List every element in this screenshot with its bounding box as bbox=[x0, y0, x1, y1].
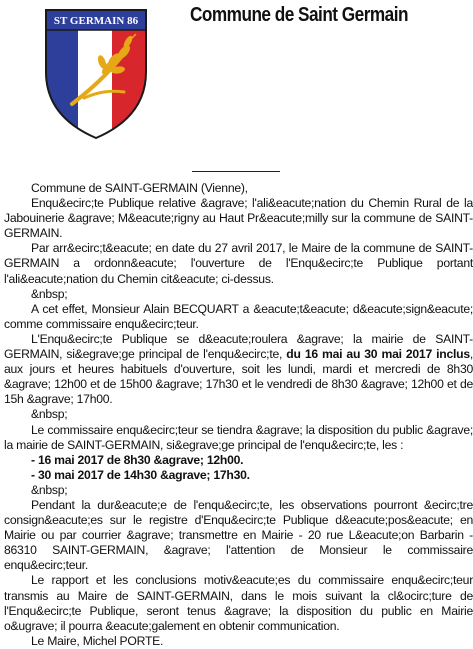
paragraph: &nbsp; bbox=[31, 407, 68, 422]
paragraph: Pendant la dur&eacute;e de l'enqu&ecirc;te, les observations pourront &ecirc;tre consign&eacute;es sur le registre d'Enqu&ecirc;te Publique d&eacute;pos&eacute; en Mairie ou par courrier &agrave; transmettre en Mairie - 20 rue L&eacute;on Barbarin - 86310 SAINT-GERMAIN, &agrave; l'attention de Monsieur le commissaire enqu&ecirc;teur. bbox=[4, 497, 473, 573]
bold-list-item bbox=[4, 468, 473, 483]
crest-banner-text: ST GERMAIN 86 bbox=[53, 15, 139, 27]
text-run: , aux jours et heures habituels d'ouverture, soit les lundi, mardi et mercredi de 8h30 &agrave; 12h00 et de 15h00 &agrave; 17h30 et le vendredi de 8h30 &agrave; 12h00 et de 15h &agrave; 17h00. bbox=[4, 347, 473, 407]
paragraph: &nbsp; bbox=[31, 482, 68, 497]
paragraph: A cet effet, Monsieur Alain BECQUART a &eacute;t&eacute; d&eacute;sign&eacute; comme commissaire enqu&ecirc;teur. bbox=[4, 301, 473, 331]
paragraph: Par arr&ecirc;t&eacute; en date du 27 avril 2017, le Maire de la commune de SAINT-GERMAIN a ordonn&eacute; l'ouverture de l'Enqu&ecirc;te Publique portant l'ali&eacute;nation du Chemin cit&eacute; ci-dessus. bbox=[4, 241, 473, 286]
bold-list-item bbox=[4, 453, 473, 468]
paragraph: Le Maire, Michel PORTE. bbox=[31, 633, 164, 648]
coat-of-arms-logo bbox=[42, 8, 150, 140]
paragraph: Le commissaire enqu&ecirc;teur se tiendra &agrave; la disposition du public &agrave; la mairie de SAINT-GERMAIN, si&egrave;ge principal de l'enqu&ecirc;te, les : bbox=[4, 422, 473, 452]
paragraph: Commune de SAINT-GERMAIN (Vienne), bbox=[31, 181, 248, 195]
bold-text-run: - 30 mai 2017 de 14h30 &agrave; 17h30. bbox=[31, 467, 250, 482]
text-run: L'Enqu&ecirc;te Publique se d&eacute;roulera &agrave; la mairie de SAINT-GERMAIN, si&egrave;ge principal de l'enqu&ecirc;te, bbox=[4, 331, 473, 362]
paragraph: Le rapport et les conclusions motiv&eacute;es du commissaire enqu&ecirc;teur transmis au Maire de SAINT-GERMAIN, dans le mois suivant la cl&ocirc;ture de l'Enqu&ecirc;te Publique, seront tenus &agrave; la disposition du public en Mairie o&ugrave; il pourra &eacute;galement en obtenir communication. bbox=[4, 573, 473, 633]
paragraph: Enqu&ecirc;te Publique relative &agrave; l'ali&eacute;nation du Chemin Rural de la Jabouinerie &agrave; M&eacute;rigny au Haut Pr&eacute;milly sur la commune de SAINT-GERMAIN. bbox=[4, 196, 473, 241]
separator-rule bbox=[192, 171, 280, 172]
bold-text-run: du 16 mai au 30 mai 2017 inclus bbox=[286, 347, 470, 362]
page-title: Commune de Saint Germain bbox=[190, 4, 408, 26]
paragraph: &nbsp; bbox=[31, 286, 68, 301]
paragraph bbox=[4, 332, 473, 407]
bold-text-run: - 16 mai 2017 de 8h30 &agrave; 12h00. bbox=[31, 452, 244, 467]
notice-body bbox=[4, 181, 473, 649]
